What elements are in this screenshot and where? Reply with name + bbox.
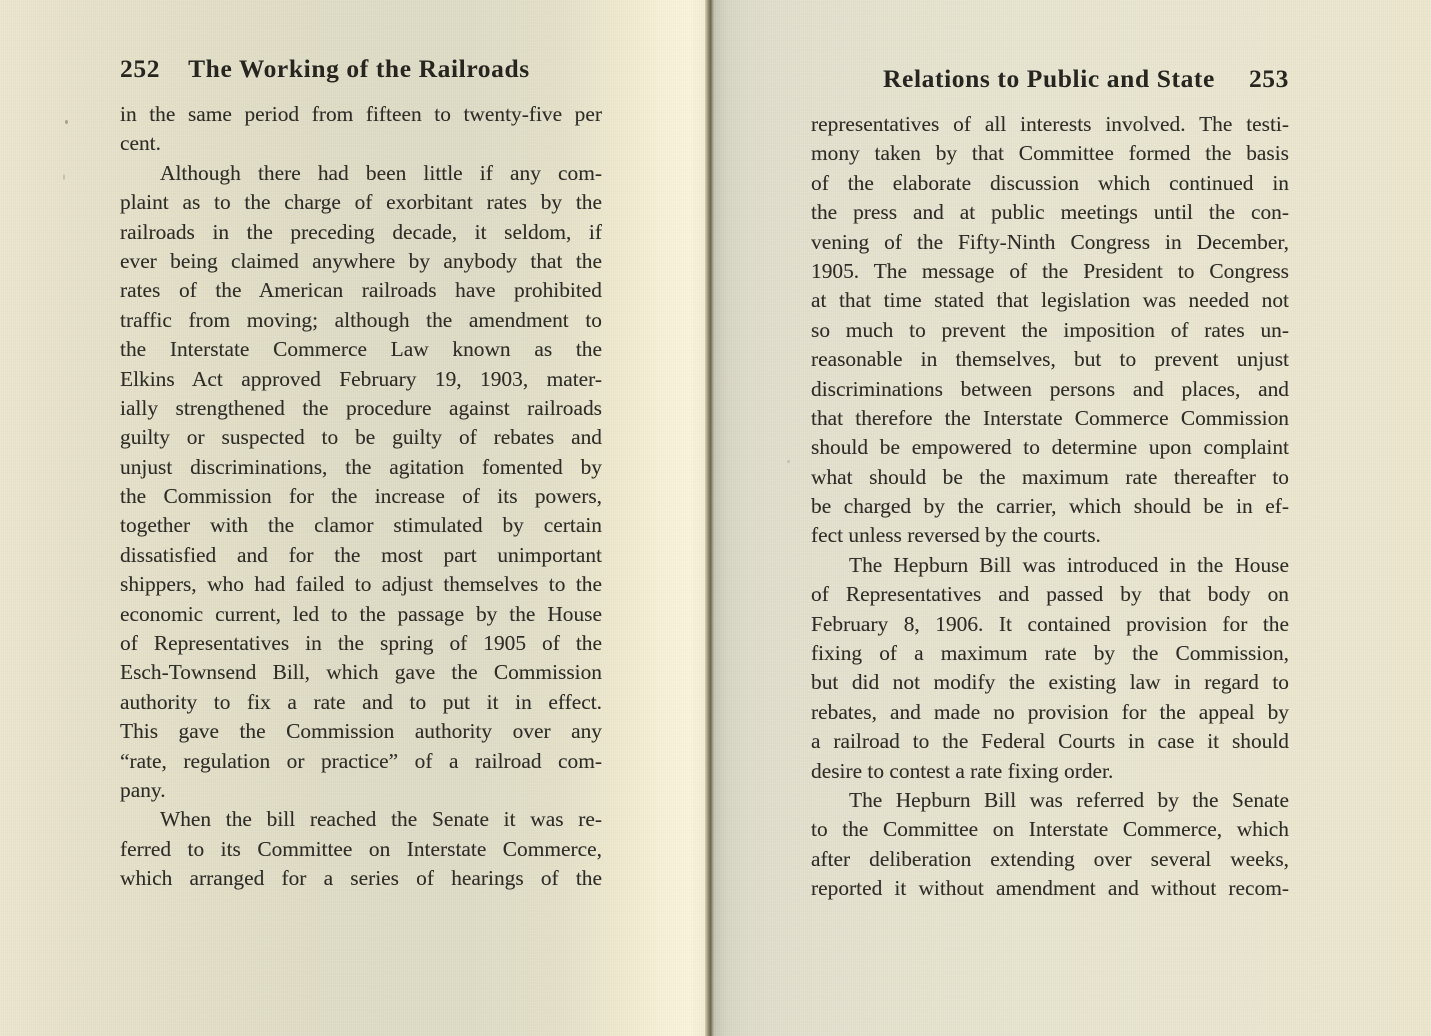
text-line: 1905. The message of the President to Congress xyxy=(811,258,1289,283)
text-line: Although there had been little if any com- xyxy=(160,160,602,185)
text-line: the Interstate Commerce Law known as the xyxy=(120,337,602,362)
text-line: February 8, 1906. It contained provision for the xyxy=(811,611,1289,636)
text-line: The Hepburn Bill was introduced in the House xyxy=(849,552,1289,577)
text-line: desire to contest a rate fixing order. xyxy=(811,758,1114,783)
text-line: after deliberation extending over several weeks, xyxy=(811,846,1289,871)
left-page-text-column xyxy=(120,52,602,894)
text-line: shippers, who had failed to adjust themselves to the xyxy=(120,572,602,597)
text-line: This gave the Commission authority over any xyxy=(120,719,602,744)
text-line: of Representatives in the spring of 1905 of the xyxy=(120,631,602,656)
text-line: ferred to its Committee on Interstate Commerce, xyxy=(120,836,602,861)
text-line: but did not modify the existing law in regard to xyxy=(811,670,1289,695)
text-line: the press and at public meetings until the con- xyxy=(811,200,1289,225)
text-line: railroads in the preceding decade, it seldom, if xyxy=(120,219,602,244)
text-line: rebates, and made no provision for the appeal by xyxy=(811,699,1289,724)
left-running-title: The Working of the Railroads xyxy=(188,54,530,83)
text-line: guilty or suspected to be guilty of rebates and xyxy=(120,425,602,450)
left-page-body xyxy=(120,100,602,894)
text-line: ially strengthened the procedure against railroads xyxy=(120,395,602,420)
text-line: the Commission for the increase of its powers, xyxy=(120,484,602,509)
text-line: dissatisfied and for the most part unimportant xyxy=(120,542,602,567)
text-line: representatives of all interests involved. The testi- xyxy=(811,112,1289,136)
text-line: that therefore the Interstate Commerce Commission xyxy=(811,405,1289,430)
text-line: which arranged for a series of hearings of the xyxy=(120,866,602,891)
text-line: plaint as to the charge of exorbitant rates by the xyxy=(120,190,602,215)
text-line: fixing of a maximum rate by the Commission, xyxy=(811,641,1289,666)
text-line: authority to fix a rate and to put it in effect. xyxy=(120,689,602,714)
right-running-head xyxy=(811,62,1289,96)
right-page-body xyxy=(811,110,1289,904)
text-line: pany. xyxy=(120,777,166,802)
text-line: what should be the maximum rate thereafter to xyxy=(811,464,1289,489)
text-line: traffic from moving; although the amendment to xyxy=(120,307,602,332)
text-line: in the same period from fifteen to twenty-five per xyxy=(120,102,602,126)
text-line: Elkins Act approved February 19, 1903, mater- xyxy=(120,366,602,391)
right-page-text-column xyxy=(811,62,1289,904)
text-line: “rate, regulation or practice” of a railroad com- xyxy=(120,748,602,773)
text-line: unjust discriminations, the agitation fomented by xyxy=(120,454,602,479)
text-line: The Hepburn Bill was referred by the Senate xyxy=(849,787,1289,812)
text-line: so much to prevent the imposition of rates un- xyxy=(811,317,1289,342)
text-line: mony taken by that Committee formed the basis xyxy=(811,141,1289,166)
text-line: ever being claimed anywhere by anybody that the xyxy=(120,248,602,273)
text-line: rates of the American railroads have prohibited xyxy=(120,278,602,303)
text-line: discriminations between persons and places, and xyxy=(811,376,1289,401)
text-line: at that time stated that legislation was needed not xyxy=(811,288,1289,313)
text-line: a railroad to the Federal Courts in case it should xyxy=(811,729,1289,754)
text-line: together with the clamor stimulated by certain xyxy=(120,513,602,538)
text-line: fect unless reversed by the courts. xyxy=(811,523,1101,548)
text-line: cent. xyxy=(120,131,161,156)
text-line: When the bill reached the Senate it was re- xyxy=(160,807,602,832)
text-line: reported it without amendment and without recom- xyxy=(811,876,1289,901)
text-line: economic current, led to the passage by the House xyxy=(120,601,602,626)
left-folio: 252 xyxy=(120,54,161,83)
right-folio: 253 xyxy=(1248,64,1289,93)
text-line: be charged by the carrier, which should be in ef- xyxy=(811,494,1289,519)
text-line: should be empowered to determine upon complaint xyxy=(811,435,1289,460)
text-line: Esch-Townsend Bill, which gave the Commission xyxy=(120,660,602,685)
text-line: vening of the Fifty-Ninth Congress in December, xyxy=(811,229,1289,254)
text-line: reasonable in themselves, but to prevent unjust xyxy=(811,347,1289,372)
left-running-head xyxy=(120,52,602,86)
text-line: of the elaborate discussion which continued in xyxy=(811,170,1289,195)
text-line: of Representatives and passed by that body on xyxy=(811,582,1289,607)
right-running-title: Relations to Public and State xyxy=(883,64,1215,93)
text-line: to the Committee on Interstate Commerce, which xyxy=(811,817,1289,842)
